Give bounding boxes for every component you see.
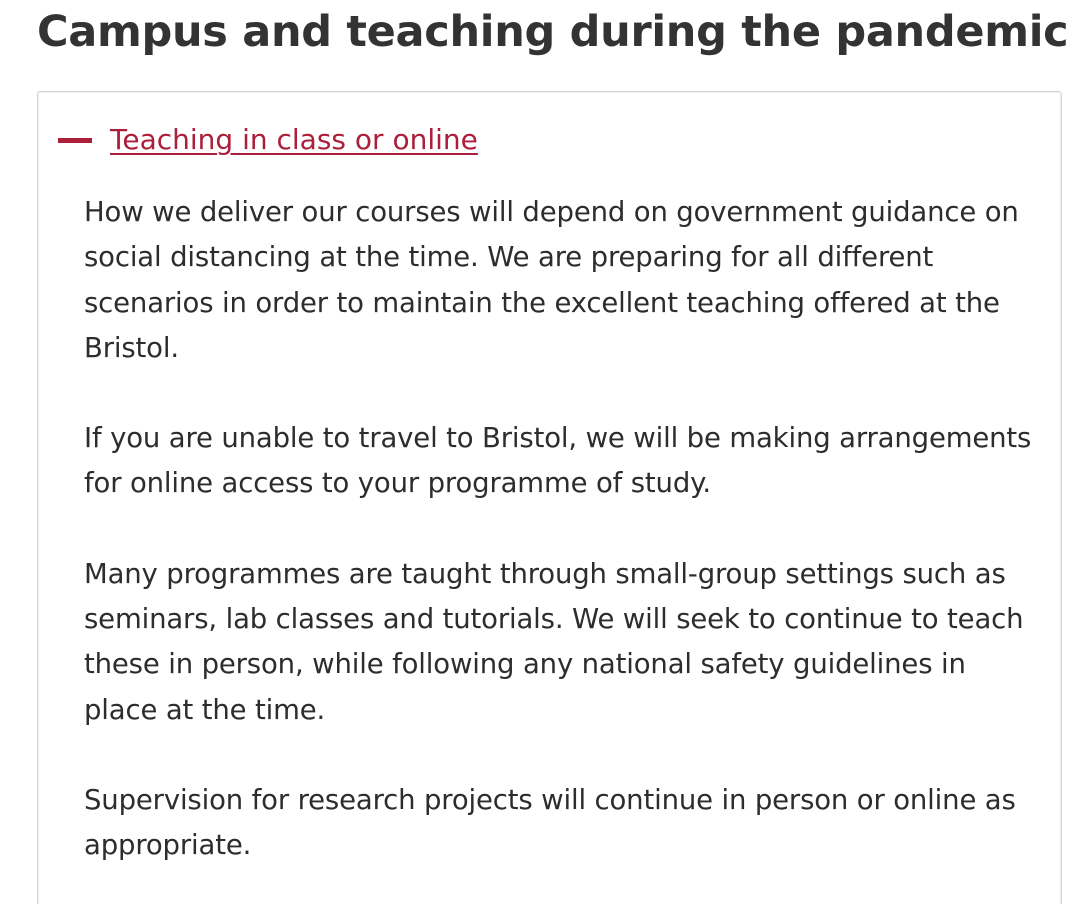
body-paragraph: Supervision for research projects will continue in person or online as appropriate. (84, 783, 1016, 862)
page-title: Campus and teaching during the pandemic (37, 7, 1069, 57)
accordion-header-link[interactable]: Teaching in class or online (110, 123, 478, 156)
body-paragraph: Many programmes are taught through small-group settings such as seminars, lab classes and tutorials. We will seek to continue to teach these in person, while following any national safety guidelines in place at the time. (84, 557, 1024, 726)
accordion-body (84, 190, 1034, 904)
minus-icon[interactable] (58, 138, 92, 143)
accordion-toggle[interactable] (58, 118, 478, 162)
body-paragraph: If you are unable to travel to Bristol, we will be making arrangements for online access to your programme of study. (84, 422, 1032, 500)
accordion-panel (37, 91, 1062, 904)
body-paragraph: How we deliver our courses will depend on government guidance on social distancing at the time. We are preparing for all different scenarios in order to maintain the excellent teaching offered at the Bristol. (84, 196, 1019, 364)
